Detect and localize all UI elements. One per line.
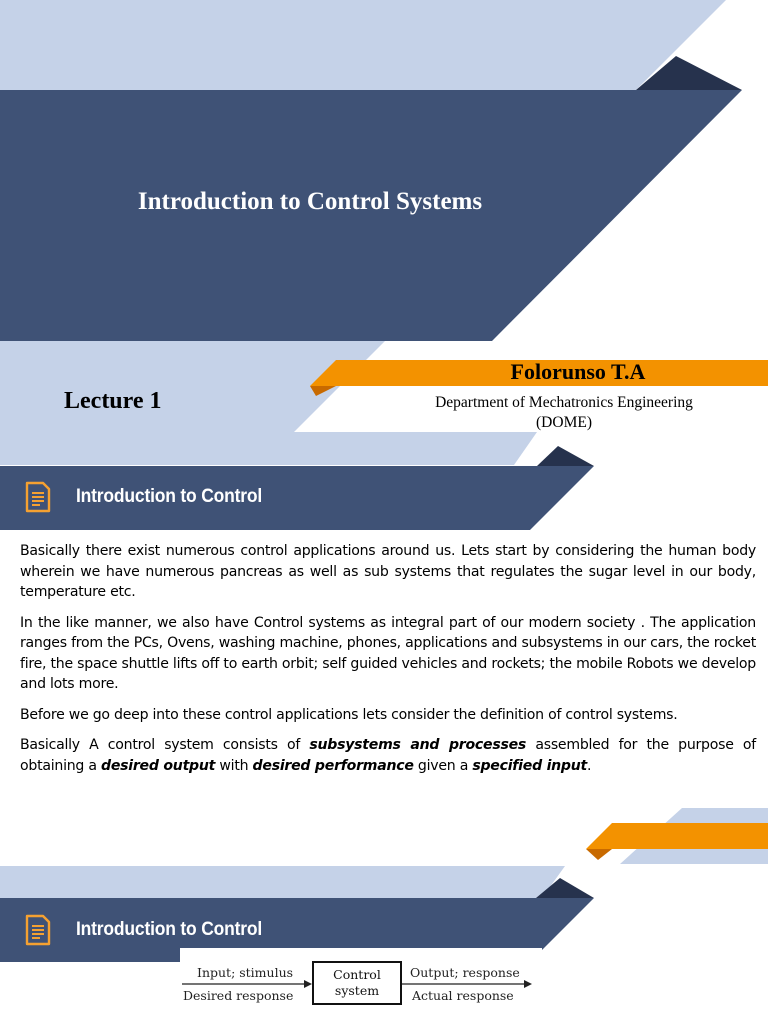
section2-light-band [0, 866, 565, 898]
top-light-band [0, 0, 726, 90]
p4-emphasis-subsystems: subsystems and processes [309, 737, 527, 753]
p4-emphasis-specified-input: specified input [472, 757, 588, 774]
p4-emphasis-desired-performance: desired performance [252, 757, 414, 774]
right-orange-ribbon [586, 823, 768, 849]
p4-text-2: assembled for the purpose of obtaining a [20, 737, 757, 774]
diagram-input-top: Input; stimulus [197, 965, 294, 980]
diagram-block-line1: Control [333, 967, 381, 982]
diagram-block-line2: system [334, 983, 380, 998]
section1-heading: Introduction to Control [76, 486, 263, 507]
control-system-diagram [180, 948, 542, 1024]
paragraph-4 [20, 735, 756, 776]
diagram-control-block [312, 961, 402, 1005]
section1-light-band [0, 432, 537, 465]
department [388, 393, 740, 433]
section1-document-icon [25, 481, 51, 518]
section1-dark-accent [537, 446, 594, 466]
p4-text-1: Basically A control system consists of [20, 737, 310, 753]
slide-title: Introduction to Control Systems [137, 188, 483, 215]
p4-emphasis-desired-output: desired output [100, 757, 216, 774]
department-line2: (DOME) [536, 414, 592, 431]
department-line1: Department of Mechatronics Engineering [435, 394, 693, 411]
p4-text-4: given a [413, 757, 473, 774]
paragraph-3: Before we go deep into these control applications lets consider the definition of control systems. [20, 706, 678, 723]
section1-body [20, 541, 756, 786]
diagram-output-top: Output; response [410, 965, 520, 980]
p4-text-5: . [587, 757, 592, 774]
diagram-input-bottom: Desired response [183, 988, 294, 1003]
right-orange-fold [586, 849, 612, 860]
p4-text-3: with [215, 757, 253, 774]
paragraph-2: In the like manner, we also have Control systems as integral part of our modern society . The application ranges from the PCs, Ovens, washing machine, phones, applications and subsystems in our cars, the rocket fire, the space shuttle lifts off to earth orbit; self guided vehicles and rockets; the mobile Robots we develop and lots more. [20, 614, 756, 692]
section2-document-icon [25, 914, 51, 951]
section2-heading: Introduction to Control [76, 919, 263, 940]
author-name: Folorunso T.A [510, 359, 646, 384]
diagram-output-bottom: Actual response [412, 988, 514, 1003]
lecture-label: Lecture 1 [64, 388, 162, 414]
paragraph-1: Basically there exist numerous control applications around us. Lets start by considering the human body wherein we have numerous pancreas as well as sub systems that regulates the sugar level in our body, temperature etc. [20, 543, 756, 600]
